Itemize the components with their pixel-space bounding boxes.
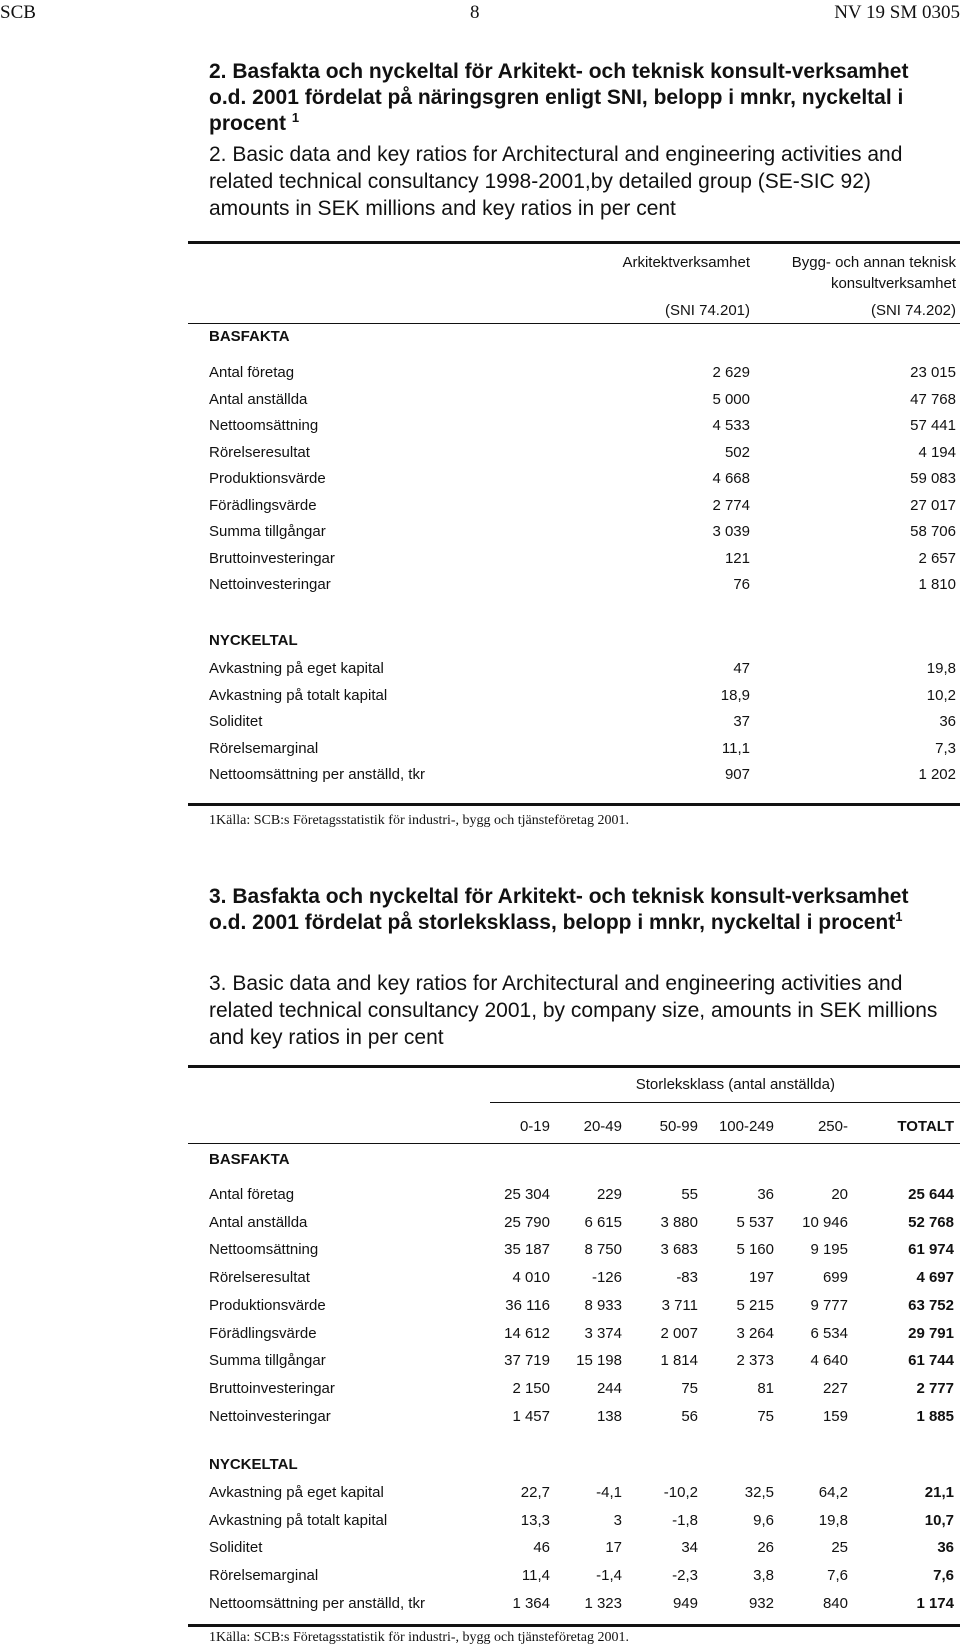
table-cell: 121 <box>724 549 750 567</box>
table-cell: 159 <box>822 1407 848 1425</box>
table-cell: 3,8 <box>753 1567 774 1585</box>
table-cell: 56 <box>681 1407 698 1425</box>
table2-col2-header-line1: Bygg- och annan teknisk <box>791 254 956 271</box>
table-cell: 3 <box>613 1511 622 1529</box>
table-cell: 9 195 <box>810 1241 848 1259</box>
table-cell: 1 174 <box>916 1594 954 1612</box>
table-cell: 3 374 <box>584 1324 622 1342</box>
table2-footnote: 1Källa: SCB:s Företagsstatistik för industri-, bygg och tjänsteföretag 2001. <box>209 813 629 828</box>
table2-title-en: 2. Basic data and key ratios for Architectural and engineering activities and related technical consultancy 1998-2001,by detailed group (SE-SIC 92) amounts in SEK millions and key ratios in per cent <box>209 143 903 220</box>
table-cell: 4 533 <box>712 417 750 434</box>
table-cell: 19,8 <box>818 1511 848 1529</box>
table-cell: 36 <box>757 1186 774 1203</box>
table-cell: 949 <box>672 1594 698 1612</box>
table-row-label: Nettoomsättning per anställd, tkr <box>209 1594 425 1612</box>
table2-col2-header-line2: konsultverksamhet <box>830 275 956 292</box>
table-row-label: Antal företag <box>209 364 295 381</box>
table-cell: 3 683 <box>660 1241 698 1259</box>
table-cell: 4 010 <box>512 1269 550 1287</box>
table-row-label: Förädlingsvärde <box>209 496 317 514</box>
table-cell: 138 <box>596 1407 622 1425</box>
table-cell: 2 774 <box>712 496 750 514</box>
table2-col1-header: Arkitektverksamhet <box>622 254 750 271</box>
table-row-label: Förädlingsvärde <box>209 1324 317 1342</box>
table-cell: 4 640 <box>810 1352 848 1370</box>
table-cell: 2 007 <box>660 1324 698 1342</box>
table-cell: 36 116 <box>505 1296 550 1314</box>
table-cell: 75 <box>681 1379 698 1397</box>
table-cell: 23 015 <box>910 364 956 381</box>
table-row-label: Avkastning på totalt kapital <box>209 1511 388 1529</box>
table-cell: 1 323 <box>584 1594 622 1612</box>
table-cell: 15 198 <box>576 1352 622 1370</box>
table-cell: 229 <box>596 1186 622 1203</box>
table-cell: 7,6 <box>827 1567 848 1585</box>
table-cell: 55 <box>681 1186 698 1203</box>
table3-column-header: TOTALT <box>897 1118 954 1135</box>
table-cell: 61 974 <box>908 1241 954 1259</box>
table-row-label: Rörelsemarginal <box>209 1567 319 1585</box>
table2-title-sv-text: 2. Basfakta och nyckeltal för Arkitekt- och teknisk konsult-verksamhet o.d. 2001 fördelat på näringsgren enligt SNI, belopp i mnkr, nyckeltal i procent <box>209 60 909 135</box>
table3-bottom-rule <box>188 1624 960 1627</box>
table-cell: 244 <box>596 1379 622 1397</box>
table-cell: 1 457 <box>512 1407 550 1425</box>
table-cell: 36 <box>939 713 956 730</box>
table-cell: 10,7 <box>924 1511 954 1529</box>
table-cell: 6 615 <box>584 1213 622 1231</box>
table-row-label: Antal företag <box>209 1186 295 1203</box>
table-cell: -1,4 <box>596 1567 622 1585</box>
table-cell: 3 039 <box>712 523 750 540</box>
table-row-label: Produktionsvärde <box>209 470 326 487</box>
table-cell: 14 612 <box>504 1324 550 1342</box>
table-cell: 9 777 <box>810 1296 848 1314</box>
table-cell: -4,1 <box>596 1484 622 1501</box>
table3-group-rule <box>490 1102 960 1103</box>
table-cell: 1 364 <box>512 1594 550 1612</box>
table-cell: 61 744 <box>908 1352 954 1370</box>
table-cell: 197 <box>748 1269 774 1287</box>
table-row-label: Rörelseresultat <box>209 443 310 461</box>
table-cell: 4 668 <box>712 470 750 487</box>
table3-column-header: 100-249 <box>718 1118 774 1135</box>
table-row-label: Antal anställda <box>209 1213 308 1231</box>
table-cell: 59 083 <box>910 470 956 487</box>
table-cell: 5 537 <box>736 1213 774 1231</box>
table-cell: 20 <box>831 1186 848 1203</box>
table-cell: 75 <box>757 1407 774 1425</box>
table-row-label: Avkastning på eget kapital <box>209 660 384 677</box>
table-row-label: Nettoinvesteringar <box>209 576 331 593</box>
table3-section-basfakta: BASFAKTA <box>209 1151 290 1168</box>
header-publisher: SCB <box>0 2 36 23</box>
table-row-label: Soliditet <box>209 1539 263 1557</box>
table-cell: 699 <box>822 1269 848 1287</box>
table-cell: 25 <box>831 1539 848 1557</box>
table-cell: 26 <box>757 1539 774 1557</box>
table-cell: 1 202 <box>918 766 956 783</box>
table-cell: 9,6 <box>753 1511 774 1529</box>
table-cell: 27 017 <box>910 496 956 514</box>
table-row-label: Bruttoinvesteringar <box>209 1379 335 1397</box>
table2-top-rule <box>188 241 960 244</box>
table-cell: 907 <box>724 766 750 783</box>
table-cell: 19,8 <box>926 660 956 677</box>
table-cell: 52 768 <box>908 1213 954 1231</box>
table-cell: 10 946 <box>802 1213 848 1231</box>
table-cell: 25 644 <box>908 1186 954 1203</box>
table3-title-footnote-mark: 1 <box>895 909 903 924</box>
table3-title-en: 3. Basic data and key ratios for Architectural and engineering activities and related technical consultancy 2001, by company size, amounts in SEK millions and key ratios in per cent <box>209 972 938 1049</box>
table-cell: 21,1 <box>924 1484 954 1501</box>
table-cell: 8 750 <box>584 1241 622 1259</box>
table-cell: -10,2 <box>663 1484 698 1501</box>
table-cell: 2 150 <box>512 1379 550 1397</box>
table-row-label: Rörelseresultat <box>209 1269 310 1287</box>
table-cell: 840 <box>822 1594 848 1612</box>
table2-section-nyckeltal: NYCKELTAL <box>209 632 298 649</box>
table-row-label: Nettoomsättning <box>209 1241 319 1259</box>
table-row-label: Avkastning på totalt kapital <box>209 686 388 704</box>
table-cell: 17 <box>605 1539 622 1557</box>
table-row-label: Summa tillgångar <box>209 523 326 540</box>
table-cell: 4 194 <box>918 443 956 461</box>
table3-header-rule <box>188 1143 960 1144</box>
table-cell: 5 160 <box>736 1241 774 1259</box>
table-cell: 11,1 <box>721 739 750 757</box>
table-cell: 25 304 <box>504 1186 550 1203</box>
table-cell: 37 719 <box>504 1352 550 1370</box>
table-cell: 6 534 <box>810 1324 848 1342</box>
table-row-label: Bruttoinvesteringar <box>209 549 335 567</box>
table-cell: 63 752 <box>908 1296 954 1314</box>
table-row-label: Antal anställda <box>209 390 308 408</box>
header-series: NV 19 SM 0305 <box>834 2 960 23</box>
table2-title-footnote-mark: 1 <box>291 110 300 125</box>
table-cell: 58 706 <box>910 523 956 540</box>
table-cell: 11,4 <box>521 1567 550 1585</box>
table3-section-nyckeltal: NYCKELTAL <box>209 1456 298 1473</box>
table-cell: 64,2 <box>818 1484 848 1501</box>
table3-title-sv <box>209 884 929 936</box>
table2-col2-code: (SNI 74.202) <box>870 302 956 319</box>
table3-footnote: 1Källa: SCB:s Företagsstatistik för industri-, bygg och tjänsteföretag 2001. <box>209 1630 629 1645</box>
table-cell: 227 <box>822 1379 848 1397</box>
table-cell: 1 810 <box>918 576 956 593</box>
table-row-label: Soliditet <box>209 713 263 730</box>
table-cell: 2 373 <box>736 1352 774 1370</box>
table-cell: 29 791 <box>908 1324 954 1342</box>
table-cell: 502 <box>724 443 750 461</box>
table-cell: 3 880 <box>660 1213 698 1231</box>
table3-top-rule <box>188 1065 960 1068</box>
table-row-label: Nettoomsättning per anställd, tkr <box>209 766 425 783</box>
table-row-label: Avkastning på eget kapital <box>209 1484 384 1501</box>
table-row-label: Summa tillgångar <box>209 1352 326 1370</box>
table-cell: 10,2 <box>926 686 956 704</box>
table-cell: 34 <box>681 1539 698 1557</box>
table-cell: 7,6 <box>933 1567 954 1585</box>
table-row-label: Nettoomsättning <box>209 417 319 434</box>
table-cell: -83 <box>676 1269 698 1287</box>
table-cell: -2,3 <box>672 1567 698 1585</box>
table-cell: 47 768 <box>910 390 956 408</box>
table-cell: 32,5 <box>744 1484 774 1501</box>
table2-bottom-rule <box>188 803 960 806</box>
table-cell: 8 933 <box>584 1296 622 1314</box>
table3-column-header: 0-19 <box>519 1118 550 1135</box>
table-cell: 2 629 <box>712 364 750 381</box>
table2-col1-code: (SNI 74.201) <box>664 302 750 319</box>
table-cell: 18,9 <box>720 686 750 704</box>
table-cell: 46 <box>533 1539 550 1557</box>
table3-column-header: 50-99 <box>659 1118 698 1135</box>
table3-column-header: 20-49 <box>583 1118 622 1135</box>
table-cell: 22,7 <box>520 1484 550 1501</box>
table-cell: 5 215 <box>736 1296 774 1314</box>
table-cell: 13,3 <box>520 1511 550 1529</box>
table-cell: 37 <box>733 713 750 730</box>
table-row-label: Produktionsvärde <box>209 1296 326 1314</box>
table-cell: 3 711 <box>661 1296 698 1314</box>
table-cell: 2 657 <box>918 549 956 567</box>
table2-section-basfakta: BASFAKTA <box>209 328 290 345</box>
table3-column-header: 250- <box>817 1118 848 1135</box>
table-cell: 2 777 <box>916 1379 954 1397</box>
table-cell: 57 441 <box>910 417 956 434</box>
table-cell: 76 <box>733 576 750 593</box>
page-number: 8 <box>470 2 480 23</box>
table-cell: 25 790 <box>504 1213 550 1231</box>
table-cell: 3 264 <box>736 1324 774 1342</box>
table-cell: 7,3 <box>935 739 956 757</box>
table-cell: 4 697 <box>916 1269 954 1287</box>
table-cell: 35 187 <box>504 1241 550 1259</box>
table-cell: 932 <box>748 1594 774 1612</box>
table3-group-header: Storleksklass (antal anställda) <box>635 1076 835 1093</box>
table-cell: 1 885 <box>916 1407 954 1425</box>
table-cell: 36 <box>937 1539 954 1557</box>
table-cell: 1 814 <box>660 1352 698 1370</box>
table-row-label: Nettoinvesteringar <box>209 1407 331 1425</box>
table-cell: 81 <box>757 1379 774 1397</box>
table2-header-rule <box>188 323 960 324</box>
table3-title-sv-text: 3. Basfakta och nyckeltal för Arkitekt- och teknisk konsult-verksamhet o.d. 2001 fördelat på storleksklass, belopp i mnkr, nyckeltal i procent <box>209 885 909 934</box>
table-cell: -126 <box>591 1269 622 1287</box>
table2-title-sv <box>209 59 929 137</box>
table-cell: 47 <box>733 660 750 677</box>
table-cell: 5 000 <box>712 390 750 408</box>
table-cell: -1,8 <box>672 1511 698 1529</box>
table-row-label: Rörelsemarginal <box>209 739 319 757</box>
